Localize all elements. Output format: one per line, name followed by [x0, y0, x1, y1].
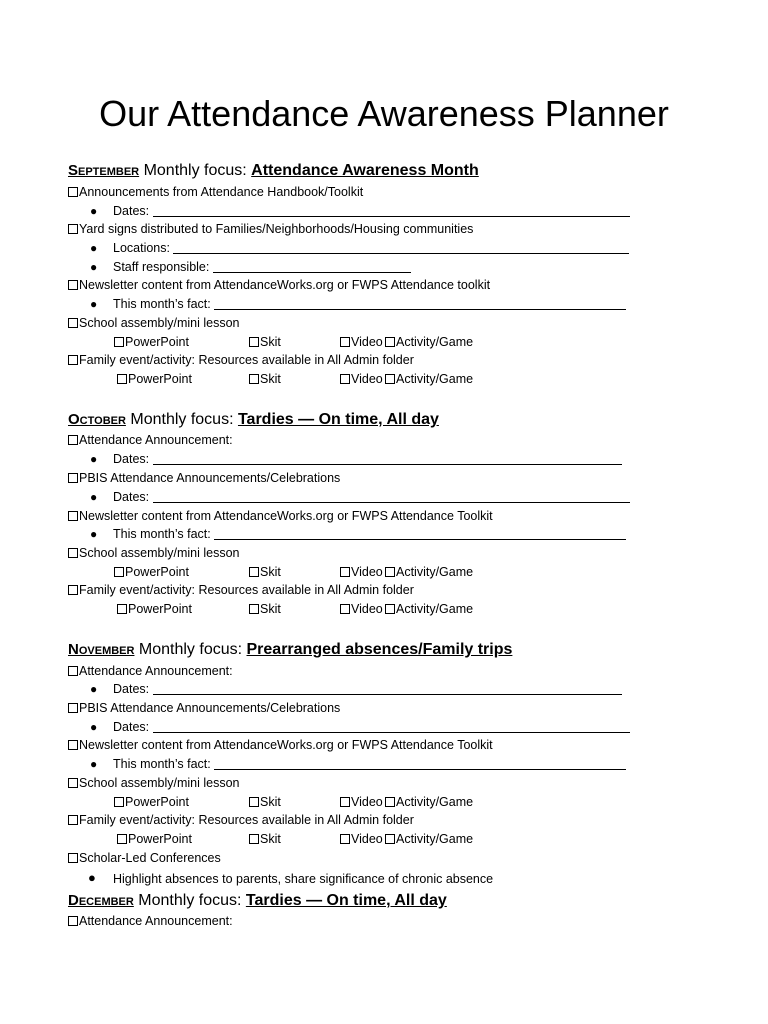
checkbox[interactable] — [114, 337, 124, 347]
checklist-item-announcement[interactable] — [68, 432, 233, 448]
option-activity[interactable] — [385, 831, 473, 847]
item-label: Newsletter content from AttendanceWorks.org or FWPS Attendance Toolkit — [79, 509, 493, 523]
highlight-note — [113, 871, 493, 887]
blank-line[interactable] — [153, 491, 630, 503]
bullet-icon: ● — [90, 297, 98, 311]
item-label: Newsletter content from AttendanceWorks.org or FWPS Attendance toolkit — [79, 278, 491, 292]
checkbox[interactable] — [340, 834, 350, 844]
checkbox[interactable] — [68, 187, 78, 197]
option-powerpoint[interactable] — [114, 564, 189, 580]
blank-line[interactable] — [153, 205, 630, 217]
item-label: Announcements from Attendance Handbook/Toolkit — [79, 185, 364, 199]
option-activity[interactable] — [385, 371, 473, 387]
field-label: Dates: — [113, 490, 153, 504]
option-label: Video — [351, 602, 383, 616]
focus-label: Monthly focus: — [125, 411, 238, 428]
checkbox[interactable] — [68, 916, 78, 926]
section-heading-december — [68, 891, 447, 911]
blank-line[interactable] — [214, 528, 626, 540]
option-skit[interactable] — [249, 371, 281, 387]
checkbox[interactable] — [68, 815, 78, 825]
fact-field[interactable] — [113, 756, 626, 772]
option-label: PowerPoint — [125, 565, 189, 579]
checklist-item-family-event[interactable] — [68, 352, 414, 368]
item-label: School assembly/mini lesson — [79, 776, 240, 790]
blank-line[interactable] — [153, 721, 630, 733]
checkbox[interactable] — [68, 473, 78, 483]
option-label: Skit — [260, 565, 281, 579]
option-video[interactable] — [340, 831, 383, 847]
option-powerpoint[interactable] — [117, 831, 192, 847]
month-label: September — [68, 162, 140, 179]
dates-field[interactable] — [113, 681, 622, 697]
bullet-icon: ● — [90, 241, 98, 255]
bullet-icon: ● — [90, 527, 98, 541]
checklist-item-conferences[interactable] — [68, 850, 221, 866]
checkbox[interactable] — [385, 337, 395, 347]
option-label: Activity/Game — [396, 372, 474, 386]
blank-line[interactable] — [153, 453, 622, 465]
option-activity[interactable] — [385, 564, 473, 580]
focus-label: Monthly focus: — [134, 641, 247, 658]
checkbox[interactable] — [249, 834, 259, 844]
bullet-icon: ● — [90, 490, 98, 504]
option-label: Skit — [260, 832, 281, 846]
checkbox[interactable] — [68, 318, 78, 328]
checkbox[interactable] — [117, 834, 127, 844]
checkbox[interactable] — [340, 567, 350, 577]
bullet-icon: ● — [90, 452, 98, 466]
option-label: Skit — [260, 795, 281, 809]
checklist-item-newsletter[interactable] — [68, 277, 490, 293]
dates-field[interactable] — [113, 451, 622, 467]
blank-line[interactable] — [173, 242, 629, 254]
option-label: Activity/Game — [396, 565, 474, 579]
option-label: Activity/Game — [396, 832, 474, 846]
checklist-item-yard-signs[interactable] — [68, 221, 473, 237]
item-label: PBIS Attendance Announcements/Celebrations — [79, 471, 341, 485]
checklist-item-family-event[interactable] — [68, 582, 414, 598]
focus-text: Tardies — On time, All day — [237, 411, 439, 428]
option-label: Video — [351, 565, 383, 579]
option-video[interactable] — [340, 334, 383, 350]
checkbox[interactable] — [114, 797, 124, 807]
note-text: Highlight absences to parents, share significance of chronic absence — [113, 872, 494, 886]
option-skit[interactable] — [249, 564, 281, 580]
checkbox[interactable] — [68, 703, 78, 713]
checkbox[interactable] — [249, 337, 259, 347]
checkbox[interactable] — [68, 435, 78, 445]
checkbox[interactable] — [249, 797, 259, 807]
item-label: Family event/activity: Resources available in All Admin folder — [79, 813, 414, 827]
option-label: PowerPoint — [125, 335, 189, 349]
bullet-icon: ● — [90, 757, 98, 771]
checklist-item-assembly[interactable] — [68, 775, 240, 791]
option-label: Activity/Game — [396, 795, 474, 809]
checkbox[interactable] — [340, 604, 350, 614]
option-powerpoint[interactable] — [117, 601, 192, 617]
section-heading-november — [68, 640, 512, 660]
checklist-item-newsletter[interactable] — [68, 508, 493, 524]
bullet-icon: ● — [90, 682, 98, 696]
option-video[interactable] — [340, 601, 383, 617]
option-activity[interactable] — [385, 334, 473, 350]
checklist-item-newsletter[interactable] — [68, 737, 493, 753]
option-video[interactable] — [340, 794, 383, 810]
checklist-item-assembly[interactable] — [68, 545, 240, 561]
checkbox[interactable] — [340, 337, 350, 347]
checkbox[interactable] — [68, 740, 78, 750]
option-powerpoint[interactable] — [114, 794, 189, 810]
dates-field[interactable] — [113, 203, 630, 219]
field-label: Locations: — [113, 241, 174, 255]
fact-field[interactable] — [113, 296, 626, 312]
option-label: PowerPoint — [128, 832, 192, 846]
field-label: Staff responsible: — [113, 260, 213, 274]
option-label: Skit — [260, 372, 281, 386]
checkbox[interactable] — [68, 666, 78, 676]
staff-field[interactable] — [113, 259, 411, 275]
bullet-icon: ● — [90, 204, 98, 218]
field-label: Dates: — [113, 204, 153, 218]
option-activity[interactable] — [385, 601, 473, 617]
item-label: Newsletter content from AttendanceWorks.org or FWPS Attendance Toolkit — [79, 738, 493, 752]
checkbox[interactable] — [68, 280, 78, 290]
option-skit[interactable] — [249, 334, 281, 350]
focus-text: Prearranged absences/Family trips — [246, 641, 513, 658]
option-skit[interactable] — [249, 831, 281, 847]
checklist-item-announcement[interactable] — [68, 913, 233, 929]
section-heading-october — [68, 410, 439, 430]
focus-label: Monthly focus: — [139, 162, 252, 179]
checkbox[interactable] — [68, 224, 78, 234]
field-label: Dates: — [113, 452, 153, 466]
option-skit[interactable] — [249, 794, 281, 810]
field-label: Dates: — [113, 682, 153, 696]
item-label: Family event/activity: Resources available in All Admin folder — [79, 583, 414, 597]
option-video[interactable] — [340, 564, 383, 580]
blank-line[interactable] — [153, 683, 622, 695]
bullet-icon: ● — [90, 720, 98, 734]
blank-line[interactable] — [214, 298, 626, 310]
bullet-icon: ● — [90, 260, 98, 274]
month-label: October — [68, 411, 126, 428]
dates-field[interactable] — [113, 719, 630, 735]
checkbox[interactable] — [68, 778, 78, 788]
blank-line[interactable] — [213, 261, 411, 273]
locations-field[interactable] — [113, 240, 629, 256]
item-label: Scholar-Led Conferences — [79, 851, 221, 865]
focus-text: Tardies — On time, All day — [245, 892, 447, 909]
checklist-item-pbis[interactable] — [68, 700, 340, 716]
checkbox[interactable] — [385, 374, 395, 384]
month-label: December — [68, 892, 134, 909]
checkbox[interactable] — [385, 567, 395, 577]
field-label: This month’s fact: — [113, 757, 215, 771]
checkbox[interactable] — [249, 567, 259, 577]
dates-field[interactable] — [113, 489, 630, 505]
item-label: Attendance Announcement: — [79, 664, 233, 678]
checkbox[interactable] — [114, 567, 124, 577]
option-powerpoint[interactable] — [117, 371, 192, 387]
field-label: This month’s fact: — [113, 527, 215, 541]
checkbox[interactable] — [385, 834, 395, 844]
bullet-icon: ● — [88, 870, 96, 885]
checkbox[interactable] — [249, 374, 259, 384]
month-label: November — [68, 641, 135, 658]
item-label: Family event/activity: Resources available in All Admin folder — [79, 353, 414, 367]
checkbox[interactable] — [117, 604, 127, 614]
field-label: This month’s fact: — [113, 297, 215, 311]
option-video[interactable] — [340, 371, 383, 387]
option-activity[interactable] — [385, 794, 473, 810]
checkbox[interactable] — [68, 511, 78, 521]
option-label: PowerPoint — [128, 602, 192, 616]
checklist-item-announcements[interactable] — [68, 184, 363, 200]
section-heading-september — [68, 161, 479, 181]
checklist-item-announcement[interactable] — [68, 663, 233, 679]
page-title: Our Attendance Awareness Planner — [99, 93, 669, 134]
focus-label: Monthly focus: — [133, 892, 246, 909]
checkbox[interactable] — [385, 604, 395, 614]
checklist-item-family-event[interactable] — [68, 812, 414, 828]
item-label: School assembly/mini lesson — [79, 316, 240, 330]
option-label: Video — [351, 372, 383, 386]
option-label: PowerPoint — [125, 795, 189, 809]
checkbox[interactable] — [340, 374, 350, 384]
checkbox[interactable] — [385, 797, 395, 807]
checkbox[interactable] — [340, 797, 350, 807]
fact-field[interactable] — [113, 526, 626, 542]
checkbox[interactable] — [68, 585, 78, 595]
option-powerpoint[interactable] — [114, 334, 189, 350]
focus-text: Attendance Awareness Month — [251, 162, 479, 179]
checkbox[interactable] — [68, 548, 78, 558]
option-label: Video — [351, 335, 383, 349]
item-label: School assembly/mini lesson — [79, 546, 240, 560]
option-label: Video — [351, 795, 383, 809]
item-label: Attendance Announcement: — [79, 914, 233, 928]
checkbox[interactable] — [117, 374, 127, 384]
checklist-item-pbis[interactable] — [68, 470, 340, 486]
option-label: Skit — [260, 335, 281, 349]
item-label: Attendance Announcement: — [79, 433, 233, 447]
item-label: PBIS Attendance Announcements/Celebrations — [79, 701, 341, 715]
option-label: Activity/Game — [396, 335, 474, 349]
checkbox[interactable] — [68, 355, 78, 365]
option-label: PowerPoint — [128, 372, 192, 386]
checkbox[interactable] — [68, 853, 78, 863]
item-label: Yard signs distributed to Families/Neighborhoods/Housing communities — [79, 222, 474, 236]
option-label: Skit — [260, 602, 281, 616]
checklist-item-assembly[interactable] — [68, 315, 240, 331]
blank-line[interactable] — [214, 758, 626, 770]
field-label: Dates: — [113, 720, 153, 734]
checkbox[interactable] — [249, 604, 259, 614]
option-label: Activity/Game — [396, 602, 474, 616]
option-label: Video — [351, 832, 383, 846]
option-skit[interactable] — [249, 601, 281, 617]
